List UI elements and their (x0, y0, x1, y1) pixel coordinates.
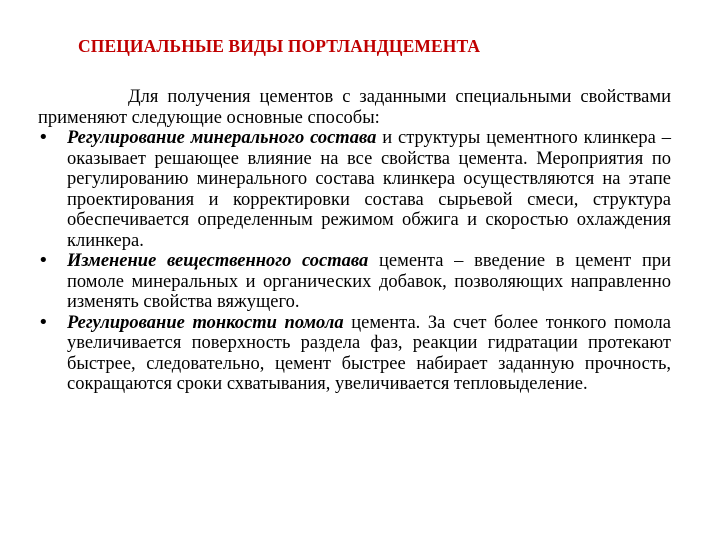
item-text: цемента – введение в цемент при помоле минеральных и органических добавок, позволяющих направленно изменять свойства вяжущего. (67, 251, 671, 312)
item-text: цемента. За счет более тонкого помола увеличивается поверхность раздела фаз, реакции гидратации протекают быстрее, следовательно, цемент быстрее набирает заданную прочность, сокращаются сроки схватывания, увеличивается тепловыделение. (67, 312, 671, 394)
item-text: и структуры цементного клинкера – оказывает решающее влияние на все свойства цемента. Мероприятия по регулированию минерального состава клинкера осуществляются на этапе проектирования и корректировки состава сырьевой смеси, структура обеспечивается определенным режимом обжига и скоростью охлаждения клинкера. (67, 128, 671, 251)
bullet-list (38, 128, 671, 395)
item-term: Изменение вещественного состава (67, 251, 369, 271)
list-item (38, 313, 671, 395)
list-item (38, 251, 671, 313)
slide-body (38, 87, 671, 395)
item-term: Регулирование минерального состава (67, 128, 377, 148)
item-term: Регулирование тонкости помола (67, 312, 344, 333)
intro-paragraph: Для получения цементов с заданными специальными свойствами применяют следующие основные способы: (38, 87, 671, 128)
bullet-icon: • (38, 127, 49, 148)
slide-title: СПЕЦИАЛЬНЫЕ ВИДЫ ПОРТЛАНДЦЕМЕНТА (78, 36, 481, 56)
list-item (38, 128, 671, 251)
bullet-icon: • (38, 250, 49, 271)
bullet-icon: • (38, 311, 49, 333)
